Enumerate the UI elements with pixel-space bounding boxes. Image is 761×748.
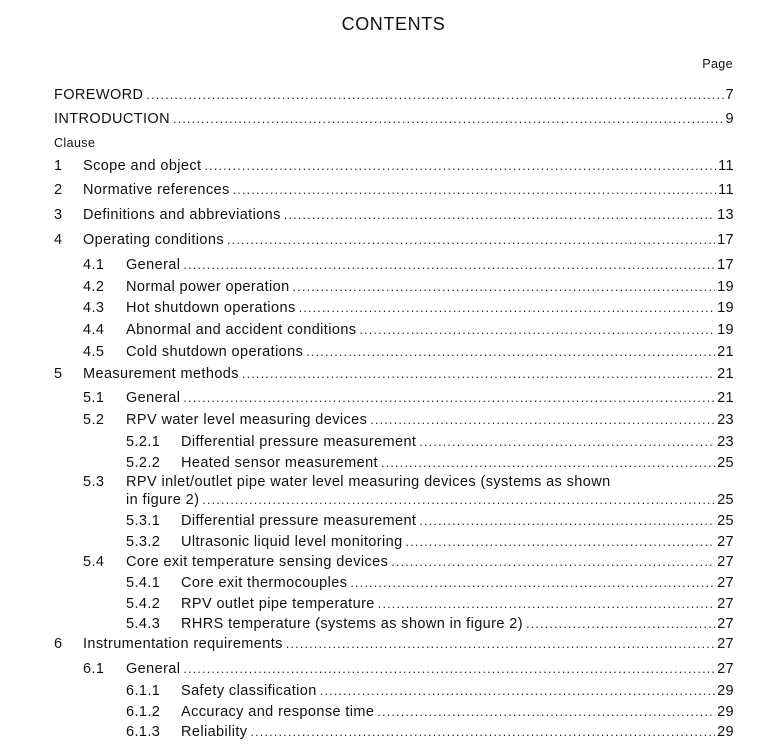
toc-entry[interactable] <box>83 344 734 361</box>
toc-entry[interactable] <box>83 322 734 339</box>
toc-page-number: 27 <box>717 575 734 591</box>
toc-number: 5.4.1 <box>126 575 161 591</box>
dot-leader <box>146 87 723 104</box>
toc-label: Normative references <box>83 182 230 198</box>
toc-entry[interactable] <box>126 704 734 721</box>
toc-number: 6.1.1 <box>126 683 161 699</box>
toc-page-number: 27 <box>717 636 734 652</box>
toc-label: Abnormal and accident conditions <box>126 322 357 338</box>
toc-label: Differential pressure measurement <box>181 434 417 450</box>
toc-label: Definitions and abbreviations <box>83 207 281 223</box>
dot-leader <box>406 534 716 551</box>
toc-page-number: 11 <box>718 158 734 174</box>
toc-page-number: 23 <box>717 412 734 428</box>
toc-entry[interactable] <box>126 616 734 633</box>
toc-entry[interactable] <box>126 683 734 700</box>
toc-entry[interactable] <box>126 455 734 472</box>
toc-label: General <box>126 390 181 406</box>
toc-page-number: 11 <box>718 182 734 198</box>
dot-leader <box>183 661 715 678</box>
toc-label: Safety classification <box>181 683 317 699</box>
toc-page-number: 25 <box>717 492 734 508</box>
toc-number: 4.1 <box>83 257 105 273</box>
toc-label: Core exit thermocouples <box>181 575 348 591</box>
dot-leader <box>202 492 715 509</box>
toc-entry[interactable] <box>83 257 734 274</box>
toc-number: 3 <box>54 207 63 223</box>
toc-label: RPV inlet/outlet pipe water level measuring devices (systems as shown <box>126 474 611 490</box>
dot-leader <box>370 412 715 429</box>
toc-entry[interactable] <box>83 390 734 407</box>
toc-label: Core exit temperature sensing devices <box>126 554 389 570</box>
toc-entry[interactable] <box>126 575 734 592</box>
toc-number: 5.2.1 <box>126 434 161 450</box>
toc-label: Hot shutdown operations <box>126 300 296 316</box>
dot-leader <box>183 257 715 274</box>
toc-page-number: 29 <box>717 704 734 720</box>
dot-leader <box>391 554 715 571</box>
toc-number: 6.1 <box>83 661 105 677</box>
toc-label: Ultrasonic liquid level monitoring <box>181 534 403 550</box>
toc-number: 1 <box>54 158 63 174</box>
dot-leader <box>381 455 715 472</box>
toc-page-number: 29 <box>717 683 734 699</box>
toc-entry-wrapped-second-line[interactable] <box>126 492 734 509</box>
toc-number: 5.1 <box>83 390 105 406</box>
toc-page-number: 27 <box>717 596 734 612</box>
toc-number: 6.1.3 <box>126 724 161 740</box>
toc-number: 5.3.2 <box>126 534 161 550</box>
toc-entry[interactable] <box>54 232 734 249</box>
toc-page-number: 13 <box>717 207 734 223</box>
toc-label: Heated sensor measurement <box>181 455 378 471</box>
toc-entry-wrapped-first-line[interactable] <box>83 474 734 491</box>
toc-page-number: 29 <box>717 724 734 740</box>
toc-page-number: 17 <box>717 257 734 273</box>
toc-number: 5.4 <box>83 554 105 570</box>
toc-page-number: 27 <box>717 554 734 570</box>
dot-leader <box>250 724 715 741</box>
toc-label: Cold shutdown operations <box>126 344 304 360</box>
dot-leader <box>377 704 715 721</box>
clause-column-header: Clause <box>54 136 96 150</box>
toc-label: RPV outlet pipe temperature <box>181 596 375 612</box>
toc-label: Reliability <box>181 724 248 740</box>
toc-entry[interactable] <box>54 366 734 383</box>
dot-leader <box>359 322 715 339</box>
toc-page-number: 21 <box>717 390 734 406</box>
toc-number: 5.2 <box>83 412 105 428</box>
toc-entry[interactable] <box>83 279 734 296</box>
toc-entry[interactable] <box>54 158 734 175</box>
dot-leader <box>286 636 715 653</box>
toc-label: Instrumentation requirements <box>83 636 283 652</box>
toc-page-number: 27 <box>717 661 734 677</box>
dot-leader <box>306 344 715 361</box>
toc-number: 4 <box>54 232 63 248</box>
toc-label: FOREWORD <box>54 87 144 103</box>
toc-entry[interactable] <box>83 661 734 678</box>
toc-number: 4.4 <box>83 322 105 338</box>
toc-entry[interactable] <box>126 596 734 613</box>
toc-page-number: 21 <box>717 344 734 360</box>
toc-label: RPV water level measuring devices <box>126 412 368 428</box>
dot-leader <box>233 182 717 199</box>
page-title: CONTENTS <box>341 14 446 34</box>
toc-entry[interactable] <box>126 534 734 551</box>
dot-leader <box>204 158 716 175</box>
toc-page-number: 7 <box>725 87 734 103</box>
toc-entry[interactable] <box>83 554 734 571</box>
toc-page-number: 21 <box>717 366 734 382</box>
toc-number: 5.3.1 <box>126 513 161 529</box>
toc-entry[interactable] <box>54 182 734 199</box>
toc-entry[interactable] <box>126 434 734 451</box>
toc-page-number: 17 <box>717 232 734 248</box>
toc-page-number: 27 <box>717 616 734 632</box>
toc-number: 4.3 <box>83 300 105 316</box>
dot-leader <box>350 575 715 592</box>
toc-label: General <box>126 257 181 273</box>
dot-leader <box>173 111 724 128</box>
toc-number: 6 <box>54 636 63 652</box>
toc-number: 4.2 <box>83 279 105 295</box>
toc-label: Measurement methods <box>83 366 239 382</box>
toc-label: INTRODUCTION <box>54 111 170 127</box>
toc-number: 4.5 <box>83 344 105 360</box>
toc-page-number: 9 <box>725 111 734 127</box>
toc-label-continuation: in figure 2) <box>126 492 200 508</box>
toc-entry[interactable] <box>126 724 734 741</box>
dot-leader <box>293 279 716 296</box>
toc-page-number: 25 <box>717 455 734 471</box>
toc-number: 5.2.2 <box>126 455 161 471</box>
dot-leader <box>526 616 715 633</box>
toc-number: 6.1.2 <box>126 704 161 720</box>
dot-leader <box>242 366 715 383</box>
toc-label: Scope and object <box>83 158 202 174</box>
toc-entry[interactable] <box>83 412 734 429</box>
toc-page-number: 25 <box>717 513 734 529</box>
dot-leader <box>284 207 715 224</box>
toc-number: 5.3 <box>83 474 105 490</box>
dot-leader <box>320 683 715 700</box>
toc-entry-foreword[interactable] <box>54 87 734 104</box>
toc-label: Operating conditions <box>83 232 224 248</box>
toc-label: Differential pressure measurement <box>181 513 417 529</box>
toc-page-number: 23 <box>717 434 734 450</box>
toc-number: 5.4.3 <box>126 616 161 632</box>
dot-leader <box>227 232 715 249</box>
toc-page-number: 19 <box>717 322 734 338</box>
toc-label: Accuracy and response time <box>181 704 375 720</box>
toc-label: Normal power operation <box>126 279 290 295</box>
toc-entry[interactable] <box>54 207 734 224</box>
dot-leader <box>419 513 715 530</box>
dot-leader <box>183 390 715 407</box>
dot-leader <box>299 300 715 317</box>
toc-page-number: 19 <box>717 300 734 316</box>
dot-leader <box>419 434 715 451</box>
toc-page-number: 27 <box>717 534 734 550</box>
toc-entry[interactable] <box>83 300 734 317</box>
toc-number: 5 <box>54 366 63 382</box>
toc-label: General <box>126 661 181 677</box>
toc-number: 2 <box>54 182 63 198</box>
toc-label: RHRS temperature (systems as shown in figure 2) <box>181 616 523 632</box>
dot-leader <box>378 596 715 613</box>
toc-entry[interactable] <box>126 513 734 530</box>
toc-entry-introduction[interactable] <box>54 111 734 128</box>
toc-entry[interactable] <box>54 636 734 653</box>
toc-page-number: 19 <box>717 279 734 295</box>
page-column-header: Page <box>702 57 733 71</box>
toc-number: 5.4.2 <box>126 596 161 612</box>
